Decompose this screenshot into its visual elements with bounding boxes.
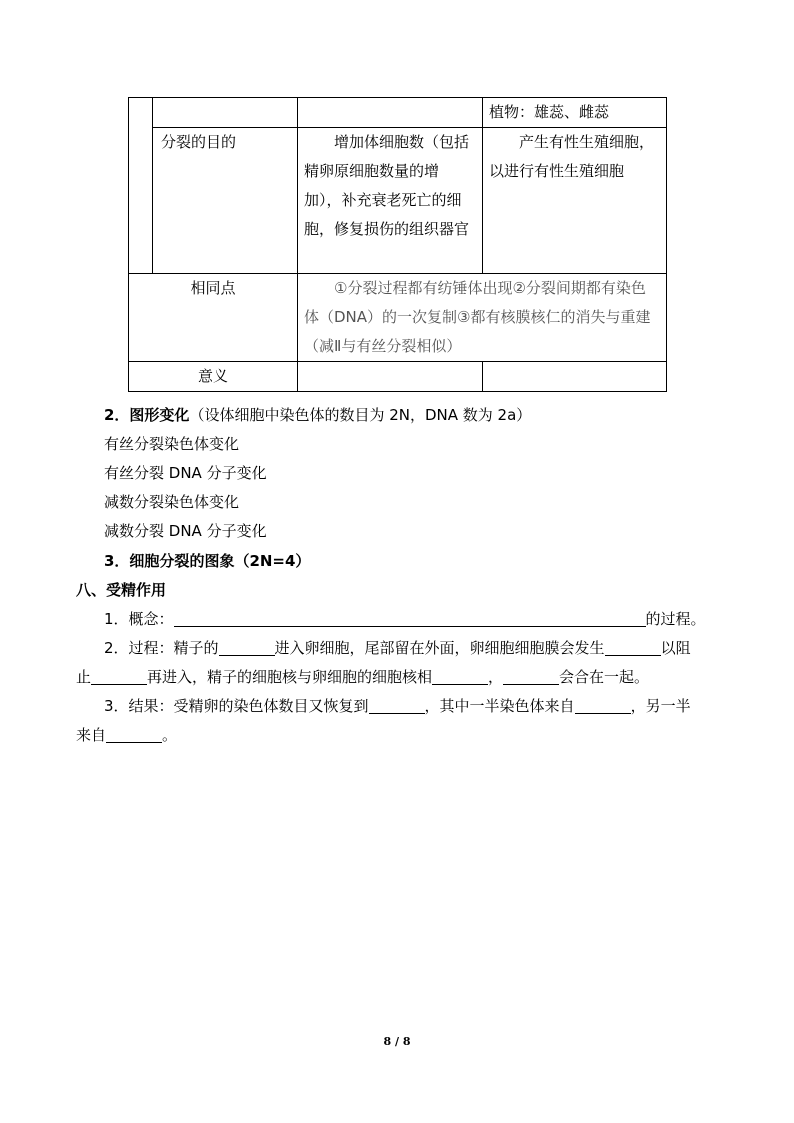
process-blank-2[interactable] — [605, 637, 661, 656]
table-row — [129, 274, 667, 362]
concept-suffix: 的过程。 — [645, 610, 706, 628]
process-text: 会合在一起。 — [559, 668, 650, 686]
process-text: 以阻 — [660, 639, 691, 657]
result-blank-1[interactable] — [369, 695, 425, 714]
table-cell — [483, 362, 667, 392]
process-text: 进入卵细胞，尾部留在外面，卵细胞细胞膜会发生 — [274, 639, 605, 657]
result-text: 3．结果：受精卵的染色体数目又恢复到 — [104, 697, 369, 715]
section-2-note: （设体细胞中染色体的数目为 2N，DNA 数为 2a） — [189, 406, 532, 424]
process-text: ， — [488, 668, 504, 686]
result-line-2 — [76, 724, 177, 746]
similarity-text: ①分裂过程都有纺锤体出现②分裂间期都有染色体（DNA）的一次复制③都有核膜核仁的消失与重建（减Ⅱ与有丝分裂相似） — [298, 274, 667, 362]
table-cell — [298, 362, 483, 392]
process-blank-3[interactable] — [91, 666, 147, 685]
purpose-meiosis: 产生有性生殖细胞，以进行有性生殖细胞 — [483, 128, 667, 274]
concept-blank[interactable] — [174, 608, 646, 627]
table-row — [129, 98, 667, 128]
table-cell — [298, 98, 483, 128]
concept-prefix: 1．概念： — [104, 610, 174, 628]
process-line-2 — [76, 666, 649, 688]
table-row — [129, 362, 667, 392]
page-number: 8 / 8 — [383, 1035, 411, 1048]
table-cell-plant: 植物：雄蕊、雌蕊 — [483, 98, 667, 128]
list-item: 减数分裂 DNA 分子变化 — [104, 522, 267, 540]
process-blank-1[interactable] — [219, 637, 275, 656]
process-text: 再进入，精子的细胞核与卵细胞的细胞核相 — [147, 668, 433, 686]
process-text: 2．过程：精子的 — [104, 639, 219, 657]
list-item: 减数分裂染色体变化 — [104, 493, 240, 511]
section-2-title: 2．图形变化 — [104, 406, 190, 424]
similarity-label: 相同点 — [129, 274, 298, 362]
result-text: ，另一半 — [630, 697, 691, 715]
section-2-heading — [104, 404, 531, 426]
side-spacer-cell — [129, 98, 153, 274]
process-blank-4[interactable] — [432, 666, 488, 685]
result-text: 。 — [162, 726, 178, 744]
process-line-1 — [104, 637, 691, 659]
concept-line — [104, 608, 706, 630]
result-line-1 — [104, 695, 691, 717]
table-row — [129, 128, 667, 274]
list-item: 有丝分裂 DNA 分子变化 — [104, 464, 267, 482]
purpose-label: 分裂的目的 — [153, 128, 298, 274]
section-8-title: 八、受精作用 — [76, 581, 167, 599]
result-text: ，其中一半染色体来自 — [424, 697, 575, 715]
comparison-table — [128, 97, 667, 392]
table-cell — [153, 98, 298, 128]
result-blank-3[interactable] — [106, 724, 162, 743]
section-3-title: 3．细胞分裂的图象（2N=4） — [104, 552, 311, 570]
list-item: 有丝分裂染色体变化 — [104, 435, 240, 453]
significance-label: 意义 — [129, 362, 298, 392]
process-text: 止 — [76, 668, 92, 686]
result-blank-2[interactable] — [575, 695, 631, 714]
purpose-mitosis: 增加体细胞数（包括精卵原细胞数量的增加），补充衰老死亡的细胞，修复损伤的组织器官 — [298, 128, 483, 274]
process-blank-5[interactable] — [503, 666, 559, 685]
result-text: 来自 — [76, 726, 107, 744]
